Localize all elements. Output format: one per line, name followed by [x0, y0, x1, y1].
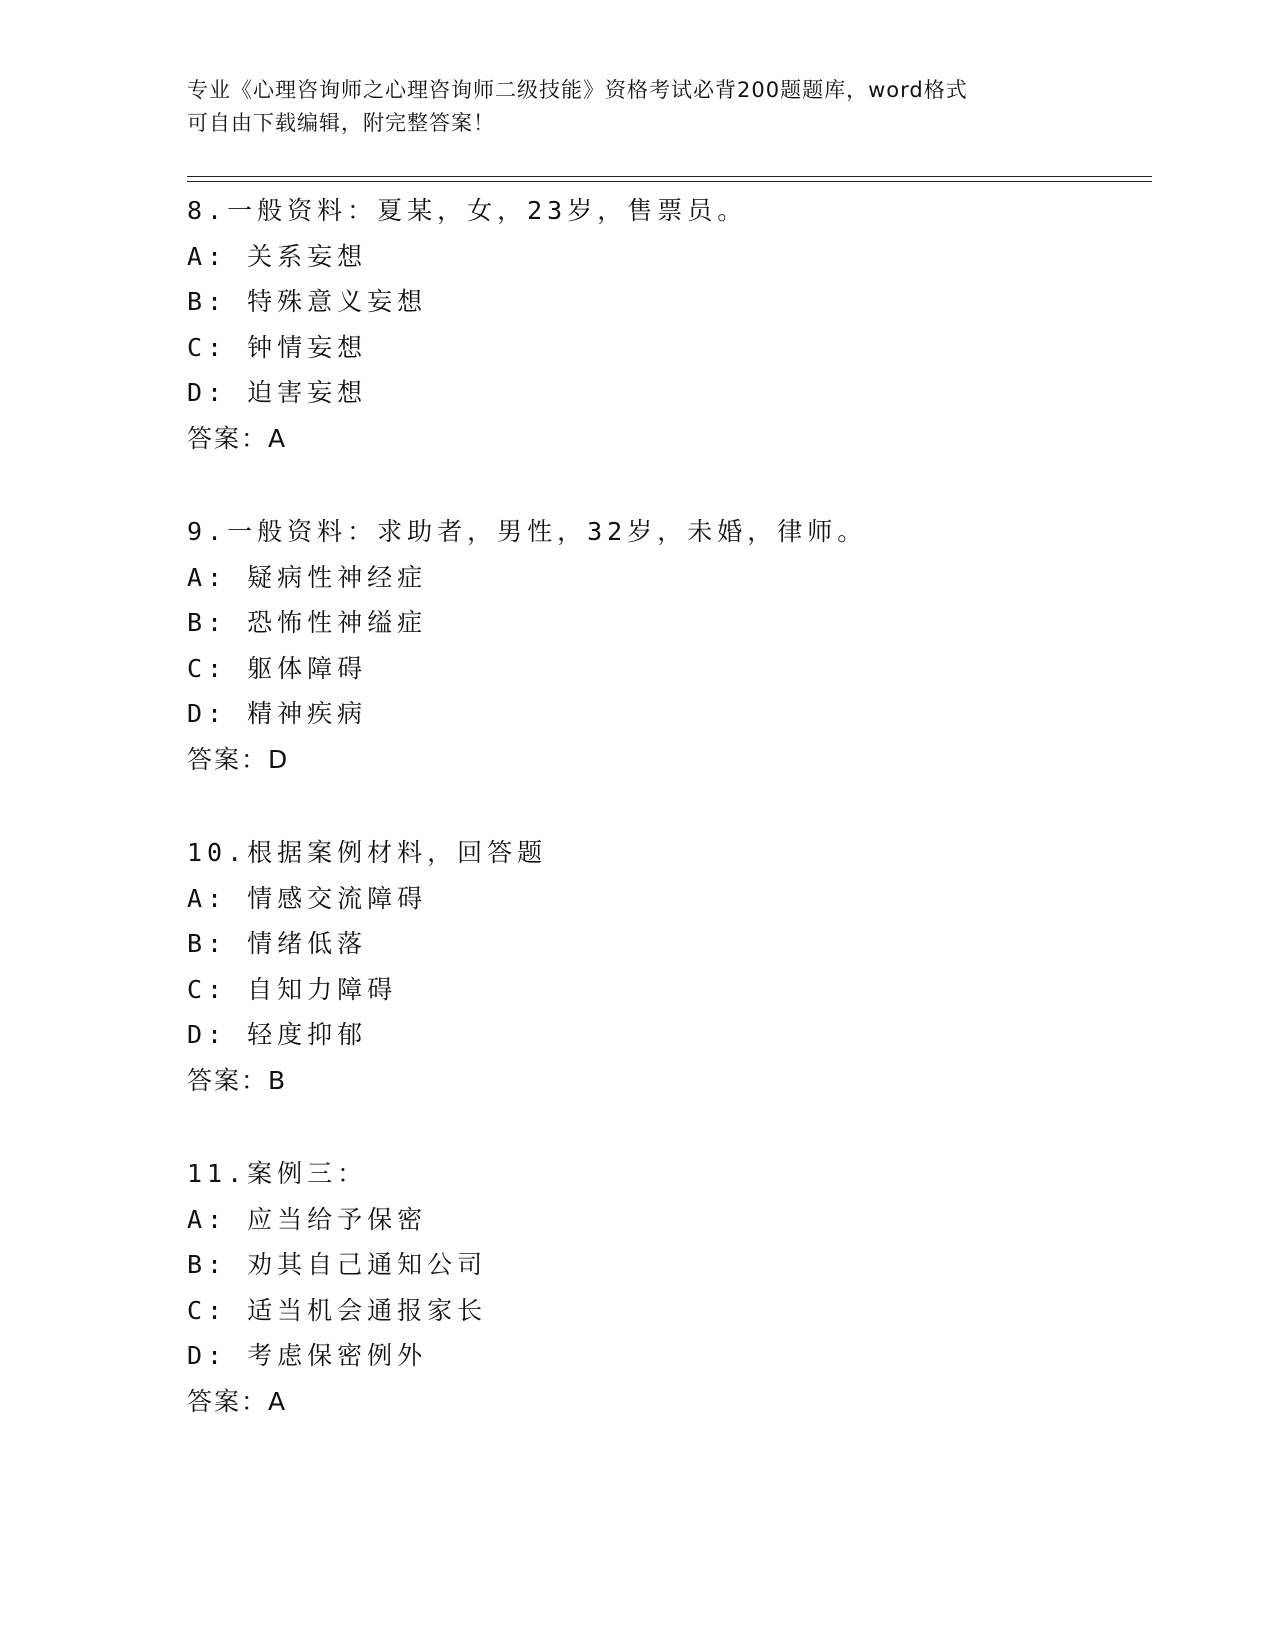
option-d: D: 精神疾病 — [187, 699, 368, 728]
question-stem: 8.一般资料：夏某，女，23岁，售票员。 — [187, 196, 748, 225]
question-stem: 9.一般资料：求助者，男性，32岁，未婚，律师。 — [187, 517, 868, 546]
answer-line: 答案：A — [187, 1386, 288, 1416]
option-a: A: 疑病性神经症 — [187, 562, 428, 592]
question-9 — [187, 509, 1147, 782]
question-list — [187, 188, 1147, 1472]
option-c: C: 躯体障碍 — [187, 653, 368, 683]
header-title-line-1: 专业《心理咨询师之心理咨询师二级技能》资格考试必背200题题库，word格式 — [187, 78, 968, 102]
option-b: B: 恐怖性神缢症 — [187, 608, 428, 637]
option-b: B: 劝其自己通知公司 — [187, 1250, 488, 1279]
option-c: C: 自知力障碍 — [187, 974, 398, 1004]
question-stem: 11.案例三： — [187, 1159, 368, 1188]
header-double-rule — [187, 176, 1152, 182]
option-b: B: 情绪低落 — [187, 929, 368, 958]
option-d: D: 考虑保密例外 — [187, 1341, 428, 1370]
option-a: A: 关系妄想 — [187, 241, 368, 271]
answer-line: 答案：A — [187, 423, 288, 453]
header-title-line-2: 可自由下载编辑，附完整答案！ — [187, 111, 495, 135]
document-header — [187, 74, 1087, 140]
option-c: C: 适当机会通报家长 — [187, 1295, 488, 1325]
answer-line: 答案：B — [187, 1065, 288, 1095]
option-c: C: 钟情妄想 — [187, 332, 368, 362]
question-11 — [187, 1151, 1147, 1424]
option-a: A: 应当给予保密 — [187, 1204, 428, 1234]
option-d: D: 迫害妄想 — [187, 378, 368, 407]
question-8 — [187, 188, 1147, 461]
question-10 — [187, 830, 1147, 1103]
option-b: B: 特殊意义妄想 — [187, 287, 428, 316]
option-d: D: 轻度抑郁 — [187, 1020, 368, 1049]
question-stem: 10.根据案例材料，回答题 — [187, 838, 548, 867]
option-a: A: 情感交流障碍 — [187, 883, 428, 913]
answer-line: 答案：D — [187, 744, 290, 774]
